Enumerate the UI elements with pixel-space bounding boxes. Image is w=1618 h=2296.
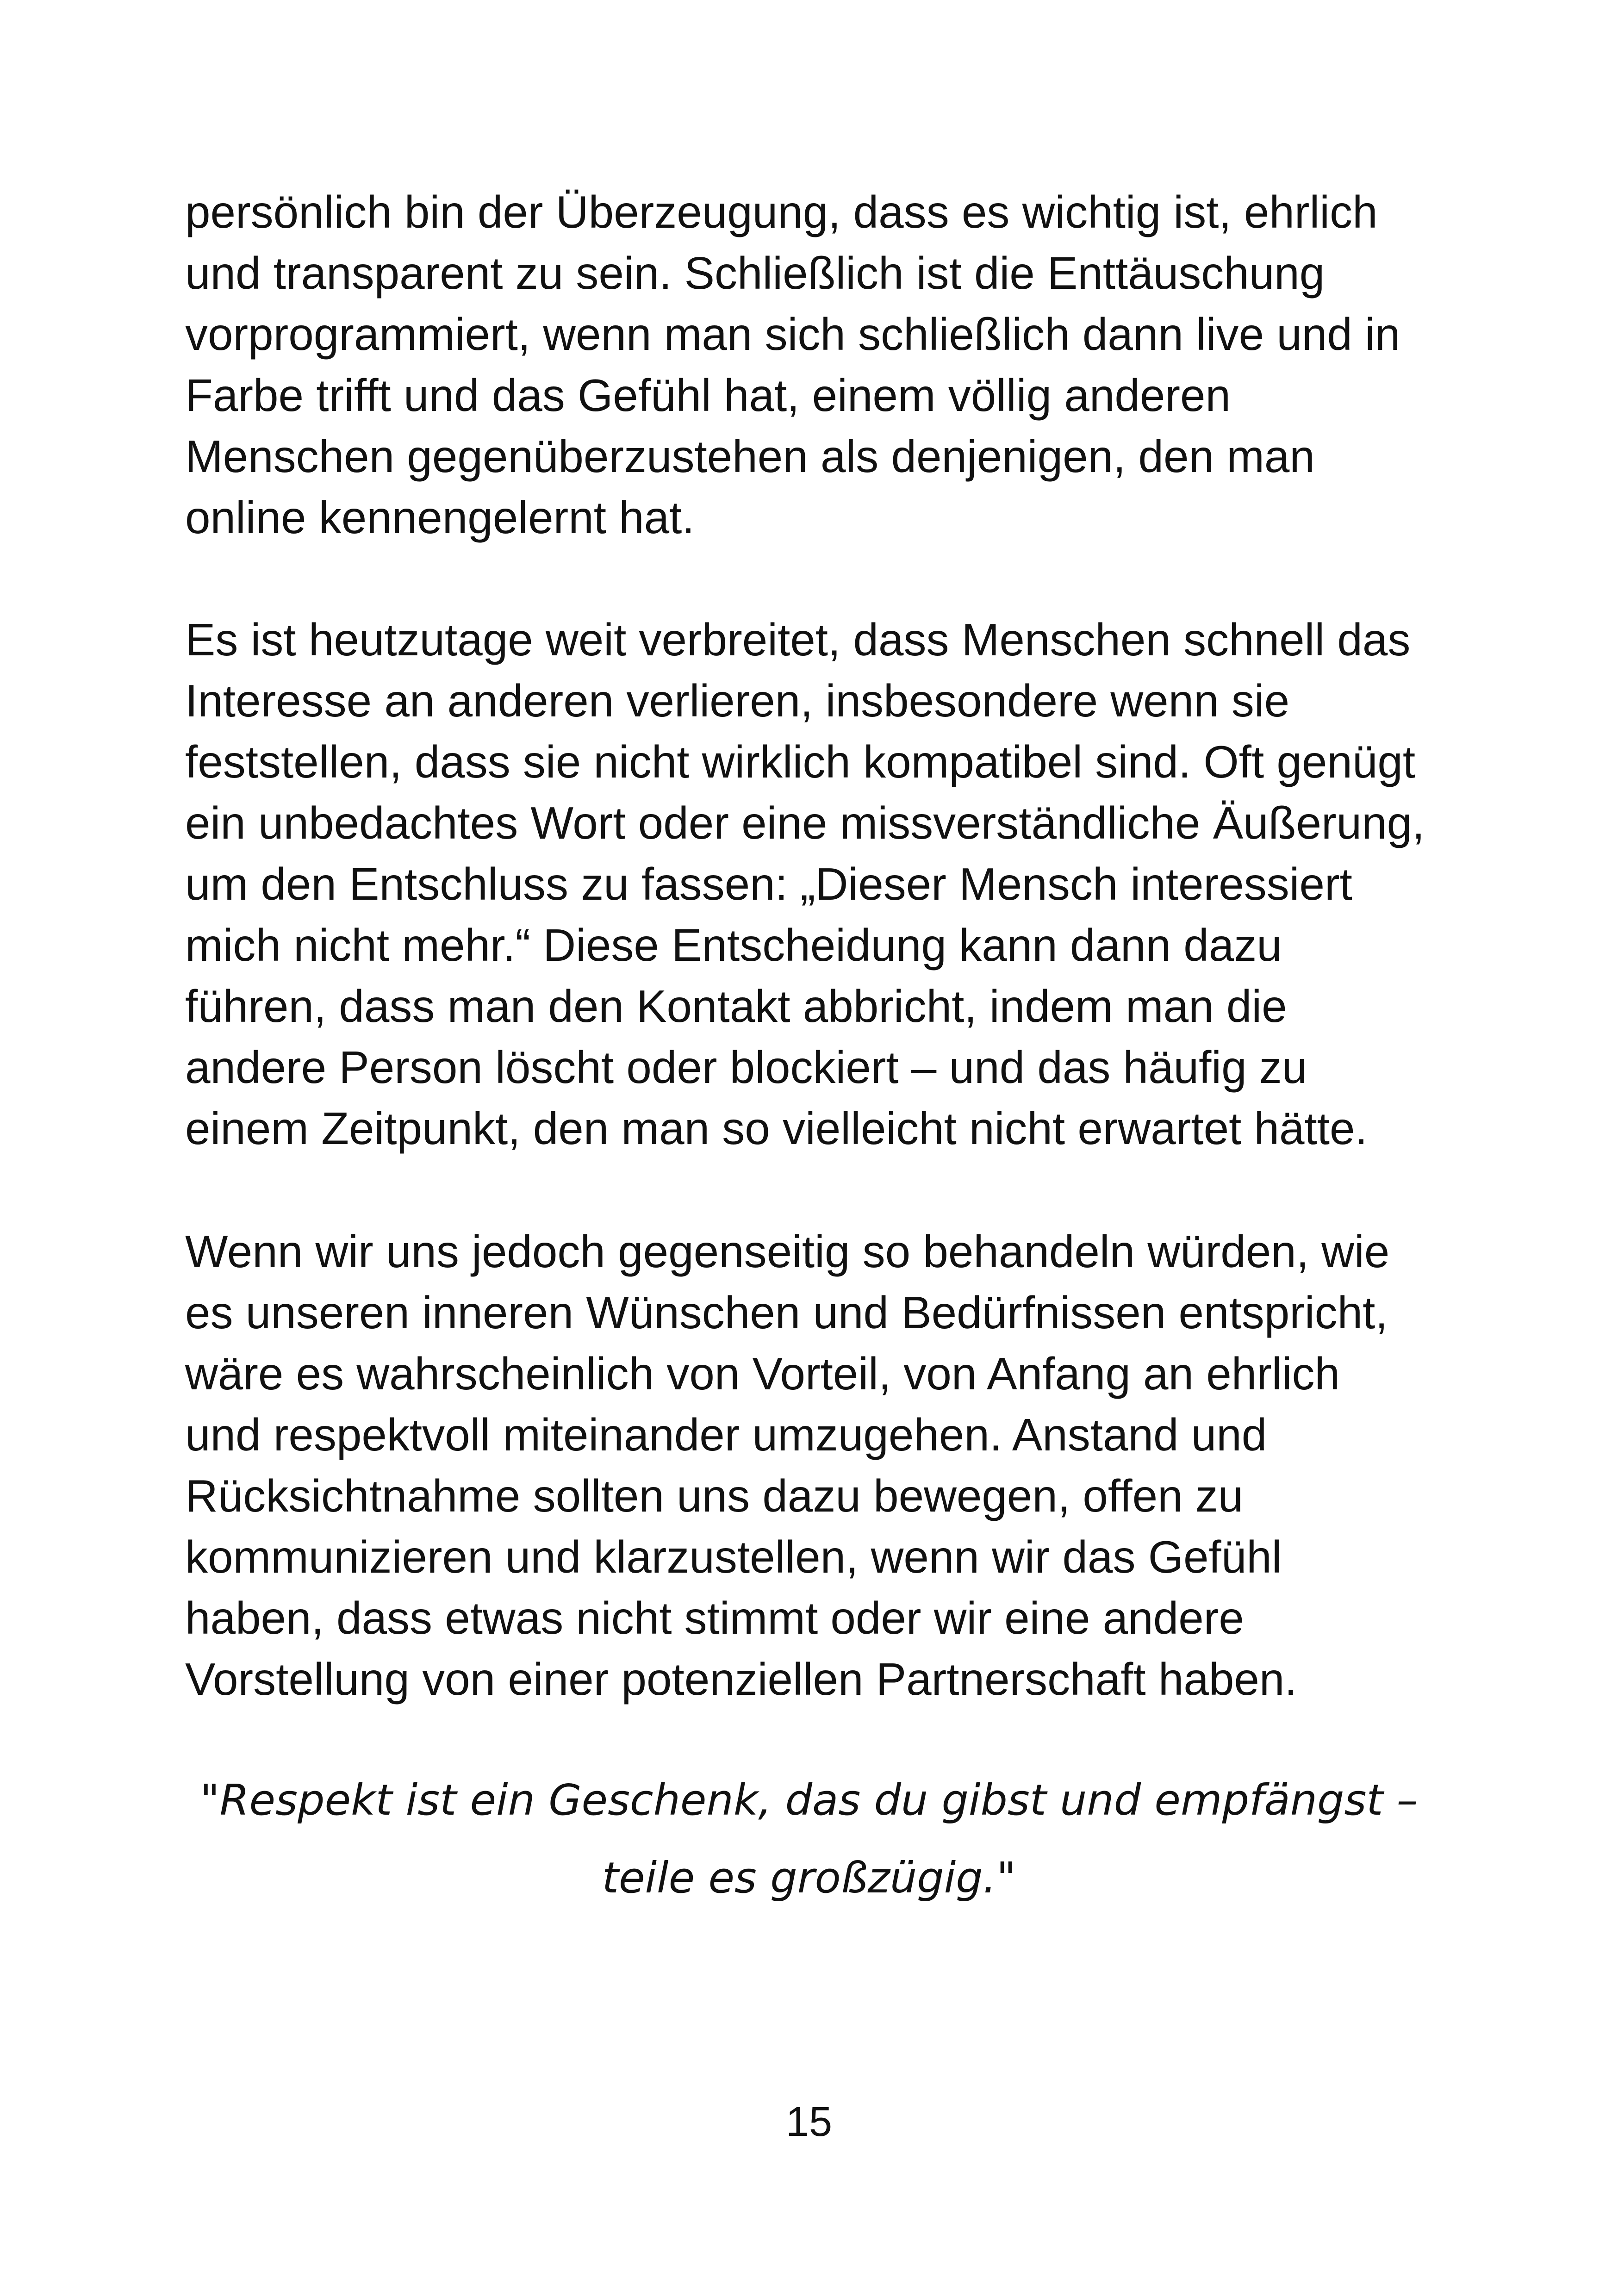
paragraph-line: Farbe trifft und das Gefühl hat, einem völlig anderen <box>185 370 1231 421</box>
paragraph-line: haben, dass etwas nicht stimmt oder wir eine andere <box>185 1593 1244 1643</box>
paragraph-3 <box>185 1221 1462 1710</box>
paragraph-line: ein unbedachtes Wort oder eine missverständliche Äußerung, <box>185 797 1425 848</box>
paragraph-line: andere Person löscht oder blockiert – und das häufig zu <box>185 1042 1307 1093</box>
paragraph-line: feststellen, dass sie nicht wirklich kompatibel sind. Oft genügt <box>185 736 1416 787</box>
paragraph-line: um den Entschluss zu fassen: „Dieser Mensch interessiert <box>185 859 1352 909</box>
paragraph-line: Wenn wir uns jedoch gegenseitig so behandeln würden, wie <box>185 1226 1390 1277</box>
paragraph-line: mich nicht mehr.“ Diese Entscheidung kann dann dazu <box>185 920 1282 971</box>
paragraph-1 <box>185 181 1462 548</box>
page-number: 15 <box>785 2099 833 2145</box>
paragraph-line: online kennengelernt hat. <box>185 492 695 543</box>
paragraph-line: und transparent zu sein. Schließlich ist die Enttäuschung <box>185 248 1325 299</box>
paragraph-line: und respektvoll miteinander umzugehen. Anstand und <box>185 1409 1267 1460</box>
paragraph-line: Vorstellung von einer potenziellen Partnerschaft haben. <box>185 1654 1297 1705</box>
paragraph-line: Rücksichtnahme sollten uns dazu bewegen, offen zu <box>185 1470 1244 1521</box>
paragraph-line: wäre es wahrscheinlich von Vorteil, von Anfang an ehrlich <box>185 1348 1340 1399</box>
paragraph-2 <box>185 609 1462 1159</box>
paragraph-line: persönlich bin der Überzeugung, dass es wichtig ist, ehrlich <box>185 187 1378 237</box>
paragraph-line: vorprogrammiert, wenn man sich schließlich dann live und in <box>185 309 1400 360</box>
quote-line: "Respekt ist ein Geschenk, das du gibst und empfängst – <box>200 1775 1418 1825</box>
paragraph-line: es unseren inneren Wünschen und Bedürfnissen entspricht, <box>185 1287 1388 1338</box>
paragraph-line: kommunizieren und klarzustellen, wenn wir das Gefühl <box>185 1531 1282 1582</box>
paragraph-line: Menschen gegenüberzustehen als denjenigen, den man <box>185 431 1315 482</box>
paragraph-line: Interesse an anderen verlieren, insbesondere wenn sie <box>185 675 1290 726</box>
paragraph-line: einem Zeitpunkt, den man so vielleicht nicht erwartet hätte. <box>185 1103 1368 1154</box>
quote-line: teile es großzügig." <box>602 1853 1016 1903</box>
paragraph-line: führen, dass man den Kontakt abbricht, indem man die <box>185 981 1287 1032</box>
quote-block <box>139 1761 1479 1917</box>
paragraph-line: Es ist heutzutage weit verbreitet, dass Menschen schnell das <box>185 614 1411 665</box>
